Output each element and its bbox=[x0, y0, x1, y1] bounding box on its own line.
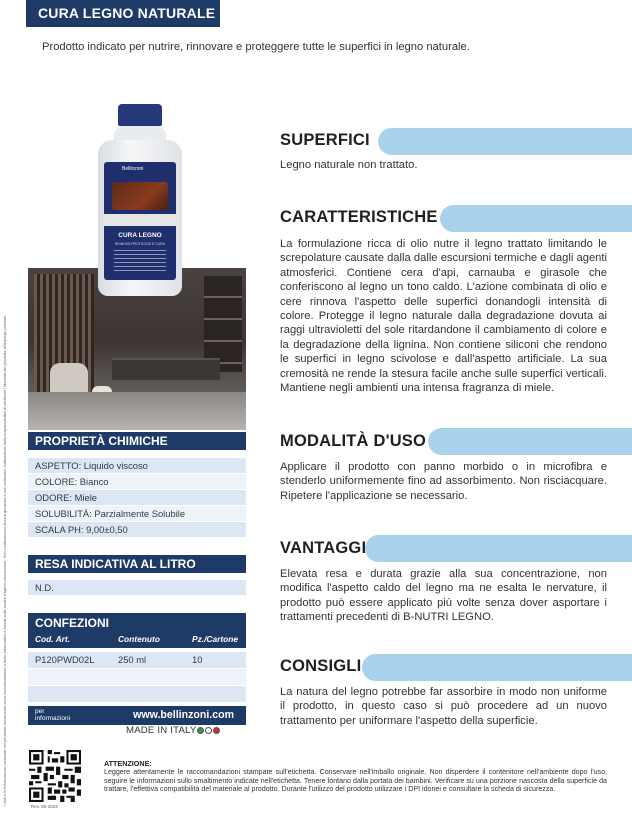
resa-header: RESA INDICATIVA AL LITRO bbox=[28, 555, 246, 573]
vantaggi-text: Elevata resa e durata grazie alla sua concentrazione, non modifica l'aspetto caldo del legno ma ne esalta le nervature, il prodotto può essere applicato più volte senza dover asportare i trattamenti precedenti di B-NUTRI LEGNO. bbox=[280, 568, 607, 624]
flag-red-icon bbox=[213, 727, 220, 734]
confezioni-title: CONFEZIONI bbox=[35, 616, 109, 630]
superfici-bar bbox=[378, 128, 632, 155]
caratteristiche-title: CARATTERISTICHE bbox=[280, 208, 438, 226]
col-pz-cartone: Pz./Cartone bbox=[192, 634, 239, 644]
caratteristiche-text: La formulazione ricca di olio nutre il legno trattato limitando le screpolature causate dalla dalle escursioni termiche e dagli agenti atmosferici. Contiene cera d'api, carnauba e girasole che conferiscono al legno un tono caldo. L'azione combinata di olio e cere rinnova l'aspetto delle superfici donandogli intensità di colore. Protegge il legno naturale dalla degradazione dovuta ai raggi ultravioletti del sole ritardandone il cambiamento di colore e la degradazione della lignina. Non contiene siliconi che rendono le superfici in legno scivolose e dall'aspetto artificiale. La sua cremosità ne rende la stesura facile anche sulle superfici verticali. Mantiene negli ambienti una intensa fragranza di miele. bbox=[280, 238, 607, 395]
tv-cabinet bbox=[112, 358, 220, 380]
floor bbox=[28, 392, 246, 430]
bottle-cap bbox=[118, 104, 162, 126]
modalita-text: Applicare il prodotto con panno morbido o in microfibra e stenderlo uniformemente fino ad assorbimento. Non risciacquare. Ripetere l'applicazione se necessario. bbox=[280, 461, 607, 502]
proprieta-header: PROPRIETÀ CHIMICHE bbox=[28, 432, 246, 450]
flag-green-icon bbox=[197, 727, 204, 734]
col-cod-art: Cod. Art. bbox=[35, 634, 71, 644]
flag-white-icon bbox=[205, 727, 212, 734]
proprieta-row: ASPETTO: Liquido viscoso bbox=[28, 458, 246, 473]
bottle-product-sub: RINNOVA PROTEGGE E CURA bbox=[114, 242, 166, 246]
proprieta-row: ODORE: Miele bbox=[28, 490, 246, 505]
revision-label: Rev. 00-2023 bbox=[31, 804, 58, 809]
consigli-title: CONSIGLI bbox=[280, 657, 362, 675]
col-contenuto: Contenuto bbox=[118, 634, 160, 644]
wood-sample-image bbox=[112, 182, 168, 210]
proprieta-row: SOLUBILITÀ: Parzialmente Solubile bbox=[28, 506, 246, 521]
qr-code-icon[interactable] bbox=[29, 750, 81, 802]
page-title: CURA LEGNO NATURALE bbox=[26, 0, 220, 27]
modalita-title: MODALITÀ D'USO bbox=[280, 432, 427, 450]
vertical-disclaimer: I dati e le informazioni contenuti nel presente documento sono esclusivamente a titolo informativo e basati sulle nostre migliori conoscenze. Non costituiscono alcuna garanzia e non sollevano l'utilizzatore dalla responsabilità di verificare l'idoneità del prodotto all'impiego previsto. bbox=[2, 314, 7, 806]
product-bottle bbox=[98, 104, 182, 296]
consigli-text: La natura del legno potrebbe far assorbire in modo non uniforme il prodotto, in questo caso si può procedere ad un nuovo trattamento per uniformare l'aspetto della superficie. bbox=[280, 686, 607, 727]
consigli-bar bbox=[362, 654, 632, 681]
vantaggi-title: VANTAGGI bbox=[280, 539, 367, 557]
superfici-title: SUPERFICI bbox=[280, 131, 370, 149]
table-row bbox=[28, 669, 246, 685]
caratteristiche-bar bbox=[440, 205, 632, 232]
bottle-brand: Bellinzoni bbox=[122, 166, 144, 172]
website-link[interactable]: www.bellinzoni.com bbox=[133, 709, 234, 721]
info-label-informazioni: informazioni bbox=[35, 715, 71, 722]
confezioni-header bbox=[28, 613, 246, 648]
made-in-italy bbox=[126, 725, 220, 736]
bottle-label bbox=[104, 162, 176, 280]
resa-value: N.D. bbox=[28, 580, 246, 595]
armchair bbox=[50, 363, 88, 395]
intro-text: Prodotto indicato per nutrire, rinnovare e proteggere tutte le superfici in legno naturale. bbox=[42, 41, 470, 53]
attenzione-title: ATTENZIONE: bbox=[104, 759, 152, 768]
info-label-per: per bbox=[35, 708, 45, 715]
modalita-bar bbox=[428, 428, 632, 455]
bottle-product-name: CURA LEGNO bbox=[118, 232, 162, 239]
proprieta-row: COLORE: Bianco bbox=[28, 474, 246, 489]
table-row bbox=[28, 686, 246, 702]
superfici-text: Legno naturale non trattato. bbox=[280, 159, 418, 171]
attenzione-text: Leggere attentamente le raccomandazioni stampate sull'etichetta. Conservare nell'imballo originale. Non disperdere il contenitore nell'ambiente dopo l'uso, seguire le informazioni sullo smaltimento indicate nell'etichetta. Tenere lontano dalla portata dei bambini. Verificare su una porzione nascosta della superficie da trattare, l'effettiva compatibilità del materiale al prodotto. Durante l'utilizzo del prodotto utilizzare i DPI idonei e consultare la scheda di sicurezza. bbox=[104, 768, 607, 794]
info-bar bbox=[28, 706, 246, 725]
proprieta-row: SCALA PH: 9,00±0,50 bbox=[28, 522, 246, 537]
vantaggi-bar bbox=[365, 535, 632, 562]
made-in-label: MADE IN ITALY bbox=[126, 725, 197, 736]
table-row: P120PWD02L 250 ml 10 bbox=[28, 652, 246, 668]
